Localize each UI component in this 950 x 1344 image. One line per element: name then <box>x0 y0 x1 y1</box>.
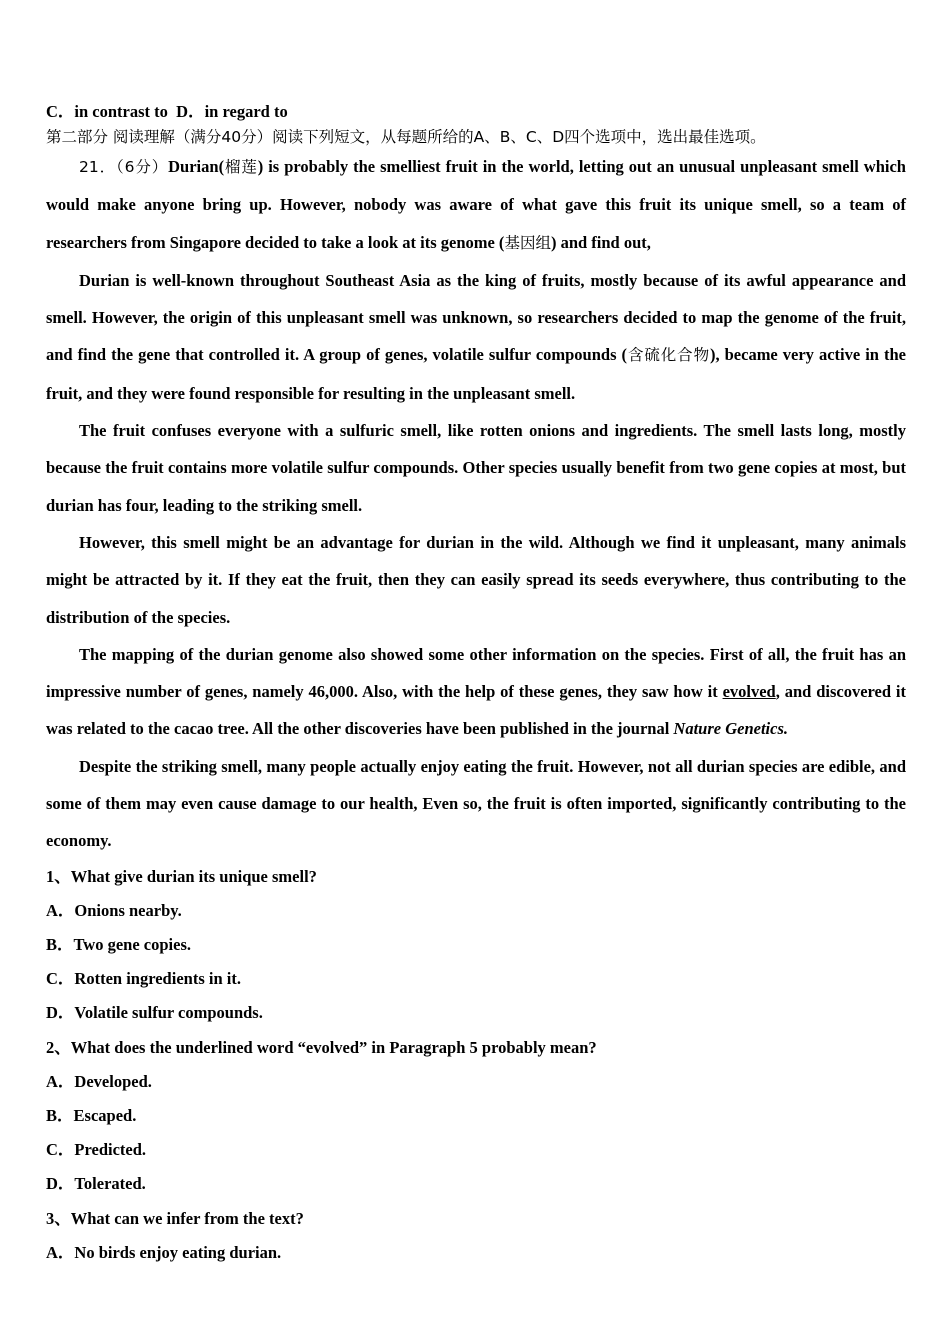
option-label: A． <box>46 900 75 920</box>
paragraph-text: ), became very active in the fruit, and they were found responsible for resulting in the unpleasant smell. <box>46 345 906 403</box>
paragraph-text: The mapping of the durian genome also showed some other information on the species. First of all, the fruit has an impressive number of genes, namely 46,000. Also, with the help of these genes, they saw how it <box>46 644 906 702</box>
question-stem: 3、What can we infer from the text? <box>46 1208 304 1228</box>
option-label: A． <box>46 1071 75 1091</box>
question-1 <box>46 860 906 1031</box>
answer-option-a[interactable] <box>46 1065 906 1099</box>
answer-option-c[interactable] <box>46 962 906 996</box>
paragraph-text: , and discovered it was related to the cacao tree. All the other discoveries have been published in the journal <box>46 682 906 739</box>
chinese-gloss: 含硫化合物 <box>627 346 710 365</box>
option-label: D． <box>46 1003 75 1023</box>
option-label: B． <box>46 1106 74 1126</box>
question-points: （6分） <box>116 158 169 176</box>
answer-option-d[interactable] <box>46 1167 906 1201</box>
paragraph-text: The fruit confuses everyone with a sulfuric smell, like rotten onions and ingredients. The smell lasts long, mostly because the fruit contains more volatile sulfur compounds. Other species usually benefit from two gene copies at most, but durian has four, leading to the striking smell. <box>46 421 906 515</box>
passage-paragraph-6 <box>46 748 906 860</box>
answer-option-a[interactable] <box>46 1236 906 1270</box>
option-text: Two gene copies. <box>73 935 191 955</box>
question-2 <box>46 1031 906 1202</box>
option-text: Onions nearby. <box>74 900 182 920</box>
answer-option-b[interactable] <box>46 1099 906 1133</box>
option-text: Volatile sulfur compounds. <box>74 1003 263 1023</box>
question-3 <box>46 1202 906 1270</box>
paragraph-text: However, this smell might be an advantage for durian in the wild. Although we find it unpleasant, many animals might be attracted by it. If they eat the fruit, then they can easily spread its seeds everywhere, thus contributing to the distribution of the species. <box>46 532 906 627</box>
question-stem: 2、What does the underlined word “evolved” in Paragraph 5 probably mean? <box>46 1037 597 1057</box>
paragraph-text: Durian is well-known throughout Southeast Asia as the king of fruits, mostly because of its awful appearance and smell. However, the origin of this unpleasant smell was unknown, so researchers decided to map the genome of the fruit, and find the gene that controlled it. A group of genes, volatile sulfur compounds ( <box>46 270 906 365</box>
option-text: Predicted. <box>74 1140 147 1160</box>
question-number: 21． <box>79 158 116 176</box>
passage-paragraph-4 <box>46 524 906 636</box>
option-text: No birds enjoy eating durian. <box>74 1242 282 1262</box>
document-content <box>46 100 906 1270</box>
paragraph-text: ) and find out, <box>550 232 651 252</box>
underlined-word: evolved <box>722 682 776 702</box>
answer-option-a[interactable] <box>46 894 906 928</box>
option-label: C． <box>46 969 75 989</box>
question-stem: 1、What give durian its unique smell? <box>46 866 317 886</box>
option-label: C． <box>46 1140 75 1160</box>
option-d-label: D． <box>176 102 205 121</box>
passage-paragraph-5 <box>46 636 906 748</box>
paragraph-text: Despite the striking smell, many people actually enjoy eating the fruit. However, not all durian species are edible, and some of them may even cause damage to our health, Even so, the fruit is often imported, significantly contributing to the economy. <box>46 756 906 851</box>
passage-paragraph-3 <box>46 412 906 524</box>
passage-paragraph-1 <box>46 148 906 262</box>
chinese-gloss: 榴莲 <box>224 158 258 176</box>
option-text: Escaped. <box>73 1106 137 1126</box>
option-c-text: in contrast to <box>74 102 168 121</box>
option-text: Developed. <box>74 1071 152 1091</box>
option-c-label: C． <box>46 102 75 121</box>
section-header-text: 第二部分 阅读理解（满分40分）阅读下列短文，从每题所给的A、B、C、D四个选项中，选出最佳选项。 <box>46 128 766 146</box>
answer-option-b[interactable] <box>46 928 906 962</box>
option-label: D． <box>46 1174 75 1194</box>
previous-question-options <box>46 100 906 124</box>
option-label: A． <box>46 1242 75 1262</box>
option-text: Rotten ingredients in it. <box>74 969 241 989</box>
paragraph-text: Durian( <box>168 157 225 176</box>
answer-option-d[interactable] <box>46 996 906 1030</box>
option-text: Tolerated. <box>74 1174 146 1194</box>
paragraph-text: ) is probably the smelliest fruit in the world, letting out an unusual unpleasant smell which would make anyone bring up. However, nobody was aware of what gave this fruit its unique smell, so a team of researchers from Singapore decided to take a look at its genome ( <box>46 157 906 252</box>
option-d-text: in regard to <box>204 102 288 121</box>
passage-paragraph-2 <box>46 262 906 412</box>
answer-option-c[interactable] <box>46 1133 906 1167</box>
journal-name: Nature Genetics. <box>673 719 788 739</box>
chinese-gloss: 基因组 <box>504 233 551 252</box>
section-header <box>46 125 906 149</box>
option-label: B． <box>46 935 74 955</box>
